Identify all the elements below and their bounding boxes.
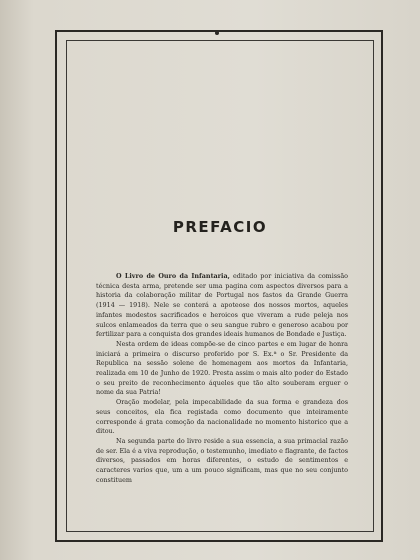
paragraph-lead: O Livro de Ouro da Infantaria, xyxy=(116,272,230,280)
paragraph-1 xyxy=(96,272,348,340)
paragraph-text: editado por iniciativa da comissão técnica desta arma, pretende ser uma pagina com aspectos diversos para a historia da colaboração militar de Portugal nos fastos da Grande Guerra (1914 — 1918). Nele se conterá a apoteose dos nossos mortos, aqueles infantes modestos sacrificados e heroicos que viveram a rude peleja nos sulcos enlameados da terra que o seu sangue rubro e generoso acabou por fertilizar para a conquista dos grandes ideais humanos de Bondade e Justiça. xyxy=(96,272,348,339)
paragraph-4 xyxy=(96,437,348,486)
paragraph-3 xyxy=(96,398,348,437)
paragraph-text: Nesta ordem de ideas compõe-se de cinco partes e em lugar de honra iniciará a primeira o discurso proferido por S. Ex.ª o Sr. Presidente da Republica na sessão solene de homenagem aos mortos da Infantaria, realizada em 10 de Junho de 1920. Presta assim o mais alto poder do Estado o seu preito de reconhecimento áqueles que tão alto souberam erguer o nome da sua Patria! xyxy=(96,339,348,397)
paragraph-2 xyxy=(96,340,348,398)
preface-body xyxy=(96,272,348,485)
paragraph-text: Na segunda parte do livro reside a sua essencia, a sua primacial razão de ser. Ela é a viva reprodução, o testemunho, imediato e flagrante, de factos diversos, passados em horas diferentes, o estudo de sentimentos e caracteres varios que, um a um pouco significam, mas que no seu conjunto constituem xyxy=(96,436,348,484)
top-ornament-dot xyxy=(215,31,219,35)
paragraph-text: Oração modelar, pela impecabilidade da sua forma e grandeza dos seus conceitos, ela fica registada como documento que inteiramente corresponde á grata comoção da nacionalidade no momento historico que a ditou. xyxy=(96,398,348,436)
page-title: PREFACIO xyxy=(172,218,268,236)
